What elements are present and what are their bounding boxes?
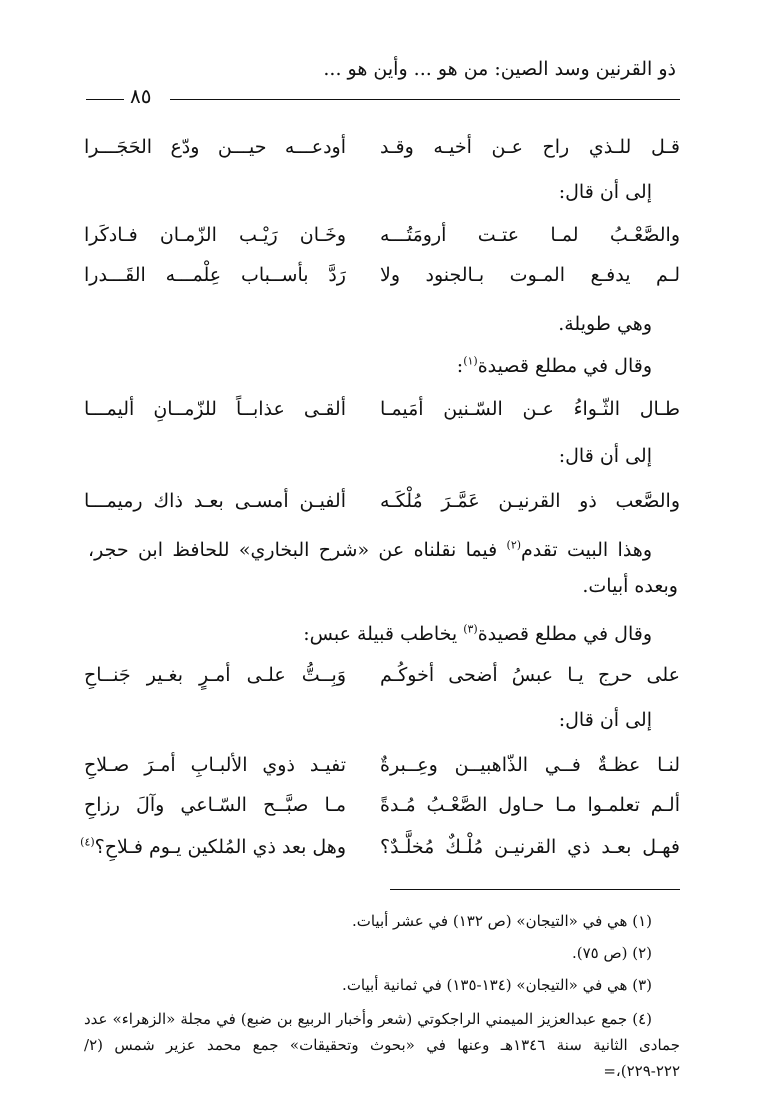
intro-line-2 <box>62 348 652 384</box>
footnote-4: (٤) جمع عبدالعزيز الميمني الراجكوتي (شعر وأخبار الربيع بن ضبع) في مجلة «الزهراء» عدد جمادى الثانية سنة ١٣٤٦هـ وعنها في «بحوث وتحقيقات» جمع محمد عزير شمس (٢/ ٢٢٢-٢٢٩)،= <box>84 1010 680 1080</box>
intro-line-3: إلى أن قال: <box>558 445 652 467</box>
intro-line-1: إلى أن قال: <box>558 181 652 203</box>
page-number: ٨٥ <box>130 84 152 108</box>
verse-2-second-hemistich: وخَـان رَيْـب الزّمـان فـادكَرا <box>84 224 346 246</box>
verse-2 <box>84 224 680 258</box>
header-rule-left <box>86 99 124 100</box>
verse-8-first-hemistich: ألـم تعلمـوا مـا حـاول الصَّعْـبُ مُـدةً <box>380 794 680 816</box>
verse-9-second-text: وهل بعد ذي المُلكين يـوم فـلاحِ؟ <box>94 836 346 858</box>
verse-9-first-hemistich: فهـل بعـد ذي القرنيـن مُلْـكٌ مُخلَّـدٌ؟ <box>380 836 680 858</box>
verse-1-second-hemistich: أودعـــه حيـــن ودّع الحَجَـــرا <box>84 136 346 158</box>
intro-line-2-text: وقال في مطلع قصيدة <box>477 355 652 377</box>
verse-9 <box>80 835 680 870</box>
note-line: وهي طويلة. <box>558 313 652 335</box>
footnote-1: (١) هي في «التيجان» (ص ١٣٢) في عشر أبيات. <box>351 912 652 930</box>
verse-5-second-hemistich: ألفيـن أمسـى بعـد ذاك رميمـــا <box>84 490 346 512</box>
verse-7-first-hemistich: لنـا عظـةٌ فــي الذّاهبيــن وعِــبرةٌ <box>380 754 680 776</box>
verse-3-first-hemistich: لـم يدفـع المـوت بـالجنود ولا <box>380 264 680 286</box>
verse-7 <box>84 754 680 788</box>
footnote-ref-2: (٢) <box>506 538 522 552</box>
intro-line-4 <box>62 616 652 652</box>
verse-8 <box>84 794 680 828</box>
footnote-3: (٣) هي في «التيجان» (١٣٤-١٣٥) في ثمانية أبيات. <box>342 976 652 994</box>
verse-9-second-hemistich <box>80 835 346 858</box>
footnote-ref-3: (٣) <box>463 622 478 636</box>
verse-1 <box>84 136 680 170</box>
verse-6 <box>84 664 680 698</box>
running-title: ذو القرنين وسد الصين: من هو ... وأين هو ... <box>323 58 676 80</box>
paragraph-1-rest: فيما نقلناه عن «شرح البخاري» للحافظ ابن حجر، وبعده أبيات. <box>88 539 678 597</box>
verse-4-second-hemistich: ألقـى عذابــاً للزّمــانِ أليمـــا <box>84 398 346 420</box>
verse-2-first-hemistich: والصَّعْـبُ لمـا عتـت أرومَتُـــه <box>380 224 680 246</box>
paragraph-1 <box>88 532 678 604</box>
verse-8-second-hemistich: مـا صبَّــح السّـاعي وآلَ رزاحِ <box>84 794 346 816</box>
verse-5-first-hemistich: والصَّعب ذو القرنيـن عَمَّـرَ مُلْكَـه <box>380 490 680 512</box>
header-rule-right <box>170 99 680 100</box>
verse-6-second-hemistich: وَبِــتُّ علـى أمـرٍ بغـير جَنــاحِ <box>84 664 346 686</box>
verse-4-first-hemistich: طـال الثّـواءُ عـن السّـنين أمَيمـا <box>380 398 680 420</box>
verse-6-first-hemistich: على حرج يـا عبسُ أضحى أخوكُـم <box>380 664 680 686</box>
intro-line-2-colon: : <box>456 355 464 377</box>
verse-3 <box>84 264 680 298</box>
verse-7-second-hemistich: تفيـد ذوي الألبـابِ أمـرَ صـلاحِ <box>84 754 346 776</box>
footnote-ref-4: (٤) <box>80 835 95 849</box>
verse-1-first-hemistich: قـل للـذي راح عـن أخيـه وقـد <box>380 136 680 158</box>
intro-line-5: إلى أن قال: <box>558 709 652 731</box>
intro-line-4-start: وقال في مطلع قصيدة <box>477 623 652 645</box>
footnote-ref-1: (١) <box>463 354 478 368</box>
verse-4 <box>84 398 680 432</box>
footnote-separator <box>390 889 680 890</box>
verse-5 <box>84 490 680 524</box>
verse-3-second-hemistich: رَدَّ بأســباب عِلْمـــه القَـــدرا <box>84 264 346 286</box>
intro-line-4-rest: يخاطب قبيلة عبس: <box>303 623 464 645</box>
paragraph-1-start: وهذا البيت تقدم <box>521 539 652 561</box>
footnote-2: (٢) (ص ٧٥). <box>571 944 652 962</box>
